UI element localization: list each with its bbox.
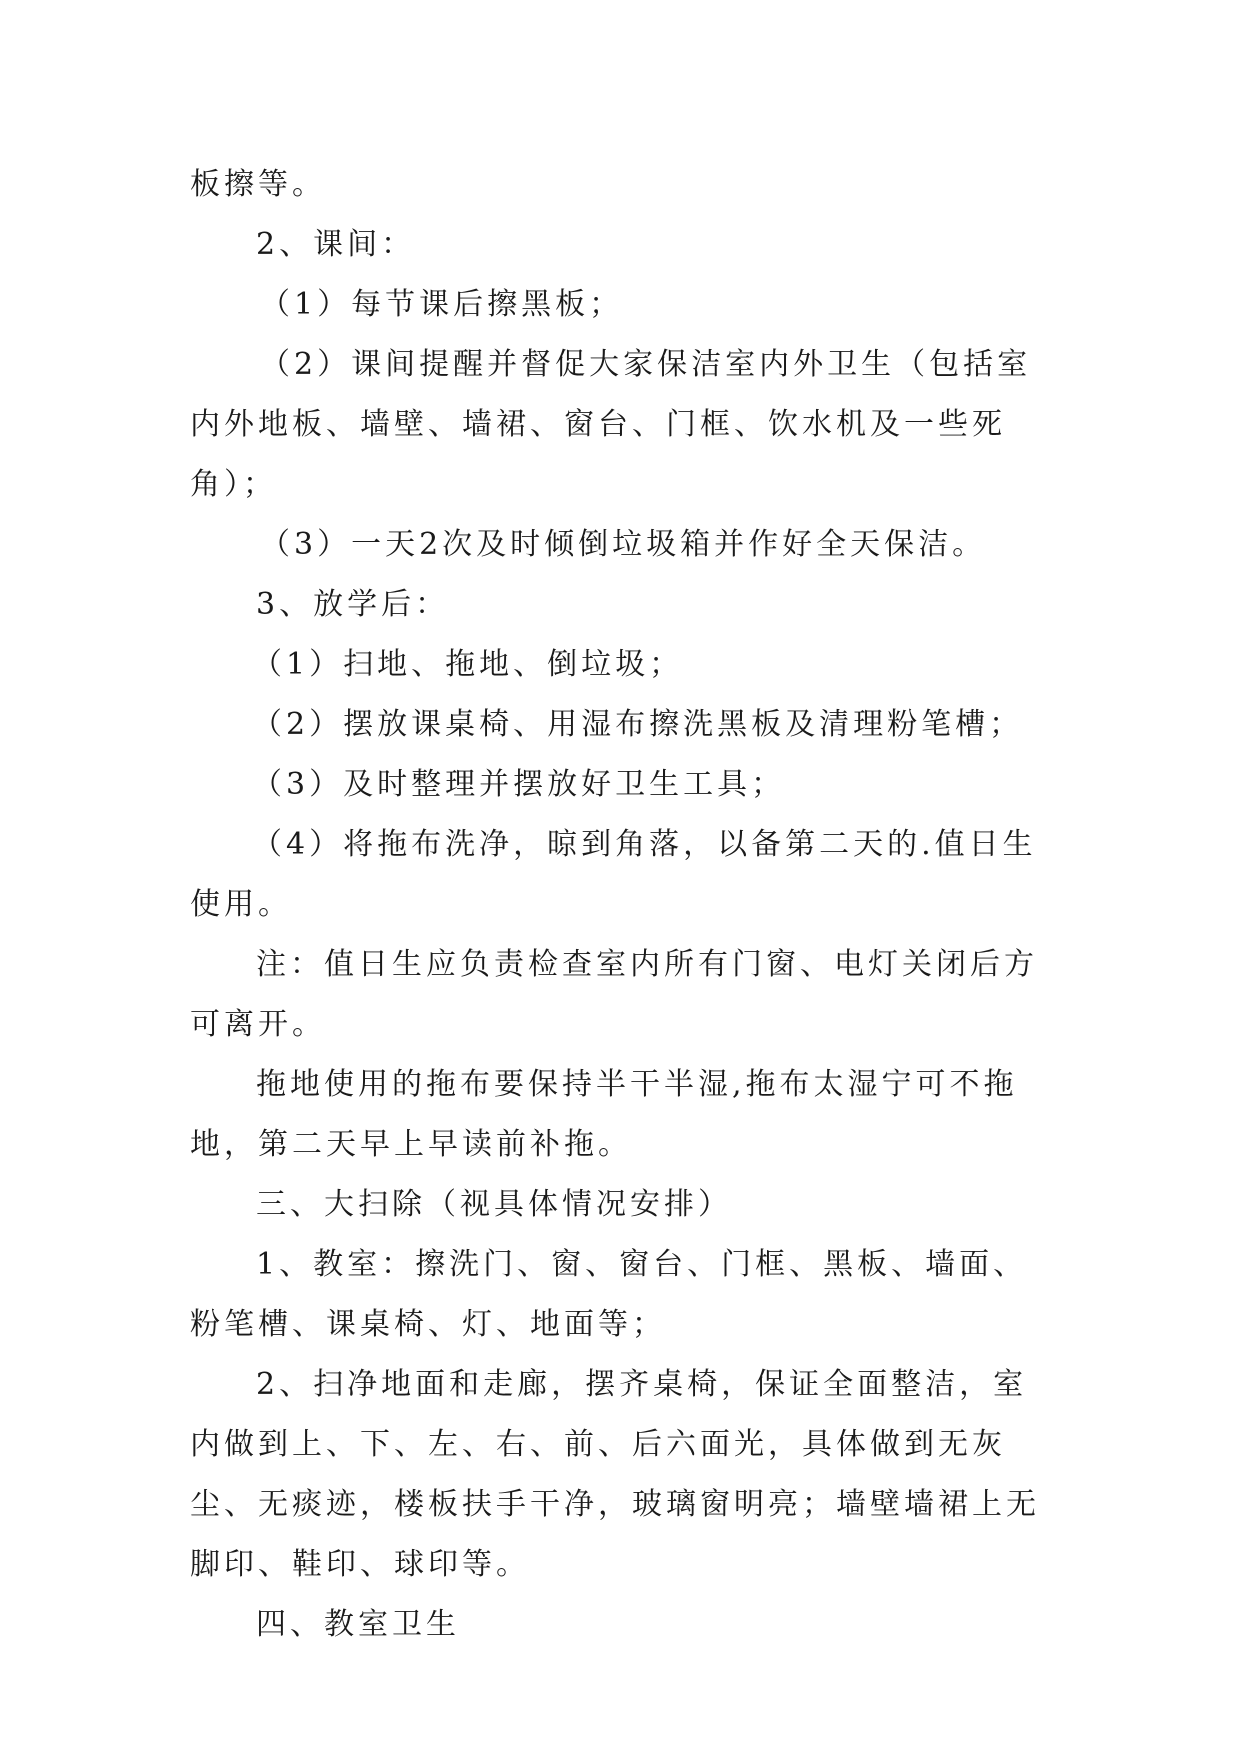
list-item: （2）摆放课桌椅、用湿布擦洗黑板及清理粉笔槽； — [252, 707, 1024, 742]
body-paragraph: 1、教室：擦洗门、窗、窗台、门框、黑板、墙面、粉笔槽、课桌椅、灯、地面等； — [190, 1247, 1028, 1342]
paragraph-continuation: 板擦等。 — [190, 167, 326, 202]
section-heading-recess: 2、课间： — [256, 227, 416, 262]
section-heading-after-school: 3、放学后： — [256, 587, 450, 622]
note-paragraph: 注：值日生应负责检查室内所有门窗、电灯关闭后方可离开。 — [190, 947, 1038, 1042]
list-item: （2）课间提醒并督促大家保洁室内外卫生（包括室内外地板、墙壁、墙裙、窗台、门框、饮水机及一些死角）； — [190, 347, 1032, 502]
list-item: （1）扫地、拖地、倒垃圾； — [252, 647, 684, 682]
body-paragraph: 拖地使用的拖布要保持半干半湿,拖布太湿宁可不拖地，第二天早上早读前补拖。 — [190, 1067, 1018, 1162]
list-item: （4）将拖布洗净，晾到角落，以备第二天的.值日生使用。 — [190, 827, 1037, 922]
document-body — [190, 155, 1054, 1655]
list-item: （3）及时整理并摆放好卫生工具； — [252, 767, 786, 802]
section-heading-classroom-hygiene: 四、教室卫生 — [256, 1607, 460, 1642]
list-item: （1）每节课后擦黑板； — [260, 287, 624, 322]
body-paragraph: 2、扫净地面和走廊，摆齐桌椅，保证全面整洁，室内做到上、下、左、右、前、后六面光，具体做到无灰尘、无痰迹，楼板扶手干净，玻璃窗明亮；墙壁墙裙上无脚印、鞋印、球印等。 — [190, 1367, 1040, 1582]
list-item: （3）一天2次及时倾倒垃圾箱并作好全天保洁。 — [260, 527, 987, 562]
section-heading-cleaning: 三、大扫除（视具体情况安排） — [256, 1187, 732, 1222]
